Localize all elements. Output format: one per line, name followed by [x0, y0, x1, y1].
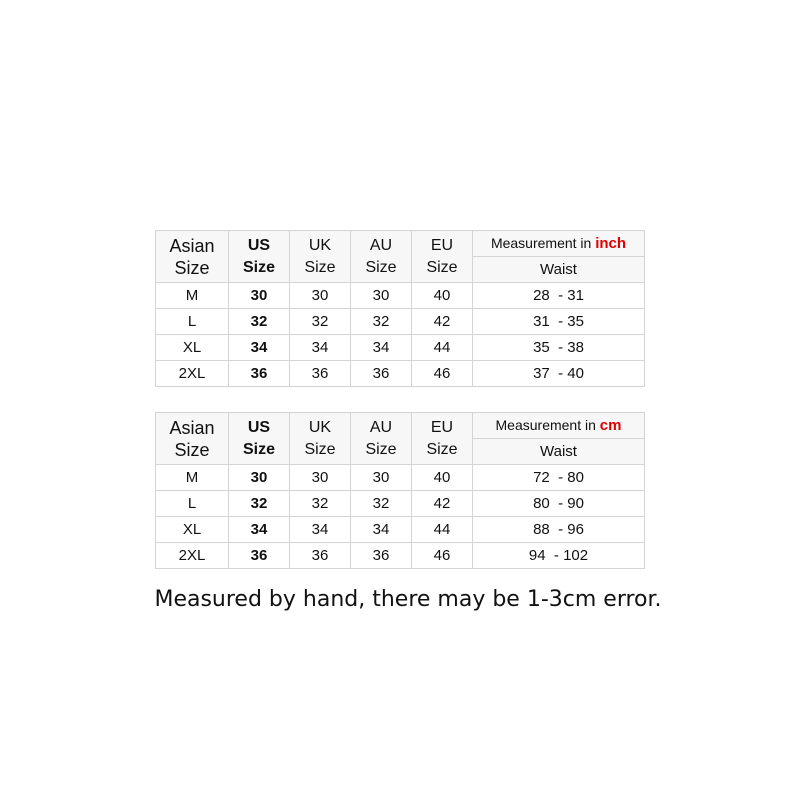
cell-waist: 31 - 35: [473, 309, 645, 335]
cell-waist: 28 - 31: [473, 283, 645, 309]
cell-au: 34: [351, 335, 412, 361]
cell-eu: 44: [412, 517, 473, 543]
table-row: [156, 309, 645, 335]
header-measurement-unit: Measurement in inch: [473, 231, 645, 257]
cell-uk: 34: [290, 517, 351, 543]
size-table-cm: [155, 412, 645, 569]
cell-asian: L: [156, 309, 229, 335]
table-row: [156, 491, 645, 517]
cell-us: 36: [229, 361, 290, 387]
header-au-size: AU Size: [351, 413, 412, 465]
cell-au: 32: [351, 491, 412, 517]
table-row: [156, 361, 645, 387]
table-row: [156, 543, 645, 569]
unit-label: inch: [595, 235, 627, 252]
cell-eu: 46: [412, 543, 473, 569]
table-row: [156, 283, 645, 309]
cell-eu: 40: [412, 283, 473, 309]
header-asian-size: Asian Size: [156, 231, 229, 283]
header-eu-size: EU Size: [412, 231, 473, 283]
cell-eu: 44: [412, 335, 473, 361]
cell-eu: 40: [412, 465, 473, 491]
cell-asian: XL: [156, 517, 229, 543]
header-asian-size: Asian Size: [156, 413, 229, 465]
cell-uk: 32: [290, 309, 351, 335]
cell-au: 30: [351, 465, 412, 491]
cell-uk: 34: [290, 335, 351, 361]
cell-us: 30: [229, 283, 290, 309]
cell-asian: 2XL: [156, 361, 229, 387]
header-uk-size: UK Size: [290, 413, 351, 465]
cell-asian: M: [156, 283, 229, 309]
cell-us: 34: [229, 335, 290, 361]
cell-uk: 36: [290, 543, 351, 569]
table-row: [156, 517, 645, 543]
cell-us: 34: [229, 517, 290, 543]
cell-uk: 36: [290, 361, 351, 387]
size-table-inch: [155, 230, 645, 387]
cell-uk: 30: [290, 465, 351, 491]
cell-waist: 72 - 80: [473, 465, 645, 491]
header-au-size: AU Size: [351, 231, 412, 283]
cell-us: 32: [229, 309, 290, 335]
header-waist: Waist: [473, 439, 645, 465]
cell-waist: 80 - 90: [473, 491, 645, 517]
table-row: [156, 465, 645, 491]
cell-eu: 42: [412, 491, 473, 517]
header-waist: Waist: [473, 257, 645, 283]
cell-eu: 42: [412, 309, 473, 335]
cell-us: 36: [229, 543, 290, 569]
header-us-size: US Size: [229, 413, 290, 465]
cell-au: 36: [351, 361, 412, 387]
header-eu-size: EU Size: [412, 413, 473, 465]
table-row: [156, 335, 645, 361]
cell-asian: 2XL: [156, 543, 229, 569]
header-measurement-unit: Measurement in cm: [473, 413, 645, 439]
cell-au: 32: [351, 309, 412, 335]
cell-au: 30: [351, 283, 412, 309]
cell-waist: 37 - 40: [473, 361, 645, 387]
cell-asian: M: [156, 465, 229, 491]
cell-uk: 32: [290, 491, 351, 517]
cell-waist: 94 - 102: [473, 543, 645, 569]
cell-au: 36: [351, 543, 412, 569]
cell-au: 34: [351, 517, 412, 543]
header-uk-size: UK Size: [290, 231, 351, 283]
cell-waist: 88 - 96: [473, 517, 645, 543]
measurement-note: Measured by hand, there may be 1-3cm error.: [154, 587, 662, 612]
unit-label: cm: [599, 417, 622, 434]
cell-asian: L: [156, 491, 229, 517]
cell-asian: XL: [156, 335, 229, 361]
cell-us: 30: [229, 465, 290, 491]
cell-uk: 30: [290, 283, 351, 309]
cell-eu: 46: [412, 361, 473, 387]
cell-us: 32: [229, 491, 290, 517]
header-us-size: US Size: [229, 231, 290, 283]
cell-waist: 35 - 38: [473, 335, 645, 361]
